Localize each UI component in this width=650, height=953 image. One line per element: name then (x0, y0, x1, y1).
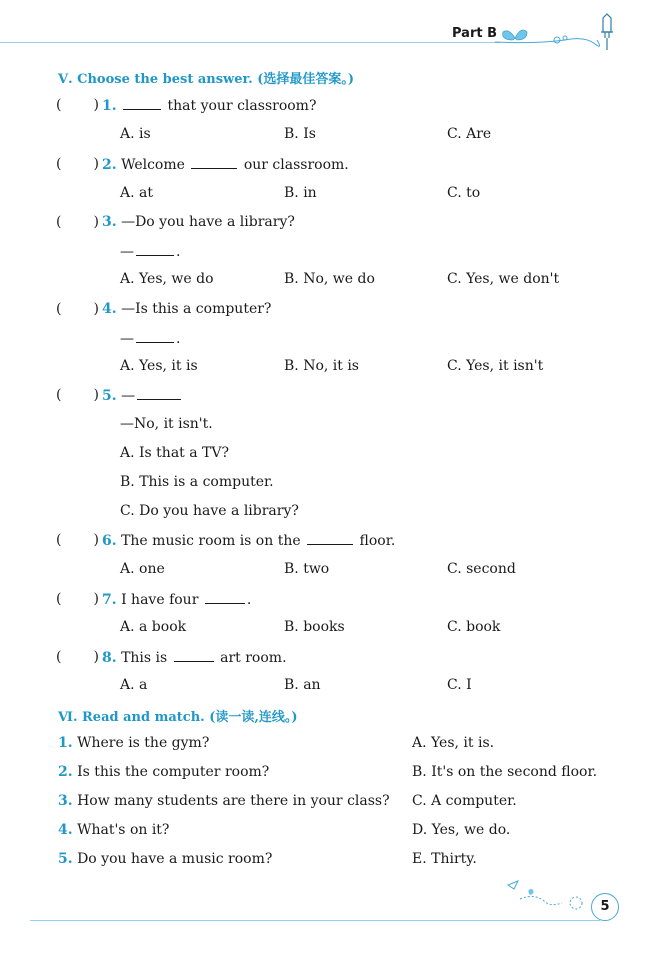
blank-line (174, 649, 214, 662)
blank-line (137, 387, 181, 400)
blank-line (307, 532, 353, 545)
match-right-d: D. Yes, we do. (412, 822, 511, 838)
match-left-3: 3. How many students are there in your class? (58, 793, 390, 809)
option-b: B. No, we do (284, 271, 375, 287)
question-number: 4. (102, 301, 117, 317)
match-right-a: A. Yes, it is. (412, 735, 495, 751)
answer-paren: ( ) (56, 97, 99, 113)
option-c: C. I (447, 677, 472, 693)
header-rule (0, 42, 500, 43)
option-c: C. Yes, we don't (447, 271, 560, 287)
match-left-4: 4. What's on it? (58, 822, 170, 838)
question-3-reply: — . (120, 244, 181, 260)
question-number: 2. (102, 157, 117, 173)
question-4-reply: — . (120, 331, 181, 347)
answer-paren: ( ) (56, 214, 99, 230)
section-6-title: Ⅵ. Read and match. (读一读,连线。) (58, 710, 298, 725)
question-2: 2. Welcome our classroom. (102, 157, 349, 173)
page-number: 5 (591, 893, 619, 921)
option-b: B. two (284, 561, 330, 577)
option-c: C. Yes, it isn't (447, 358, 544, 374)
header-part-label: Part B (452, 26, 498, 41)
butterfly-lantern-icon (495, 10, 625, 55)
match-left-1: 1. Where is the gym? (58, 735, 210, 751)
question-number: 7. (102, 592, 117, 608)
question-4: 4. —Is this a computer? (102, 301, 272, 317)
blank-line (123, 97, 161, 110)
option-a: A. Yes, we do (120, 271, 214, 287)
option-a: A. is (120, 126, 151, 142)
option-c: C. Are (447, 126, 492, 142)
option-a: A. a (120, 677, 148, 693)
option-c: C. book (447, 619, 501, 635)
option-a: A. Yes, it is (120, 358, 198, 374)
option-c: C. second (447, 561, 516, 577)
match-left-5: 5. Do you have a music room? (58, 851, 273, 867)
answer-paren: ( ) (56, 591, 99, 607)
option-b: B. books (284, 619, 345, 635)
blank-line (136, 243, 174, 256)
option-b: B. an (284, 677, 321, 693)
question-number: 1. (102, 98, 117, 114)
question-number: 8. (102, 650, 117, 666)
option-a: A. Is that a TV? (120, 445, 229, 461)
option-b: B. This is a computer. (120, 474, 274, 490)
option-b: B. No, it is (284, 358, 359, 374)
answer-paren: ( ) (56, 387, 99, 403)
option-c: C. Do you have a library? (120, 503, 299, 519)
match-right-b: B. It's on the second floor. (412, 764, 598, 780)
question-number: 6. (102, 533, 117, 549)
match-right-c: C. A computer. (412, 793, 517, 809)
bird-swirl-icon (500, 875, 600, 915)
question-number: 5. (102, 388, 117, 404)
option-b: B. in (284, 185, 317, 201)
question-3: 3. —Do you have a library? (102, 214, 295, 230)
match-left-2: 2. Is this the computer room? (58, 764, 270, 780)
option-a: A. at (120, 185, 153, 201)
option-a: A. a book (120, 619, 187, 635)
question-7: 7. I have four . (102, 592, 252, 608)
question-number: 3. (102, 214, 117, 230)
option-a: A. one (120, 561, 165, 577)
question-6: 6. The music room is on the floor. (102, 533, 396, 549)
blank-line (136, 330, 174, 343)
blank-line (205, 591, 245, 604)
answer-paren: ( ) (56, 532, 99, 548)
option-c: C. to (447, 185, 481, 201)
question-1: 1. that your classroom? (102, 98, 317, 114)
option-b: B. Is (284, 126, 316, 142)
section-5-title: Ⅴ. Choose the best answer. (选择最佳答案。) (58, 72, 355, 87)
footer-rule (30, 920, 600, 921)
question-5-reply: —No, it isn't. (120, 416, 213, 432)
blank-line (191, 156, 237, 169)
answer-paren: ( ) (56, 156, 99, 172)
question-8: 8. This is art room. (102, 650, 287, 666)
answer-paren: ( ) (56, 649, 99, 665)
match-right-e: E. Thirty. (412, 851, 477, 867)
answer-paren: ( ) (56, 301, 99, 317)
question-5: 5. — (102, 387, 183, 404)
